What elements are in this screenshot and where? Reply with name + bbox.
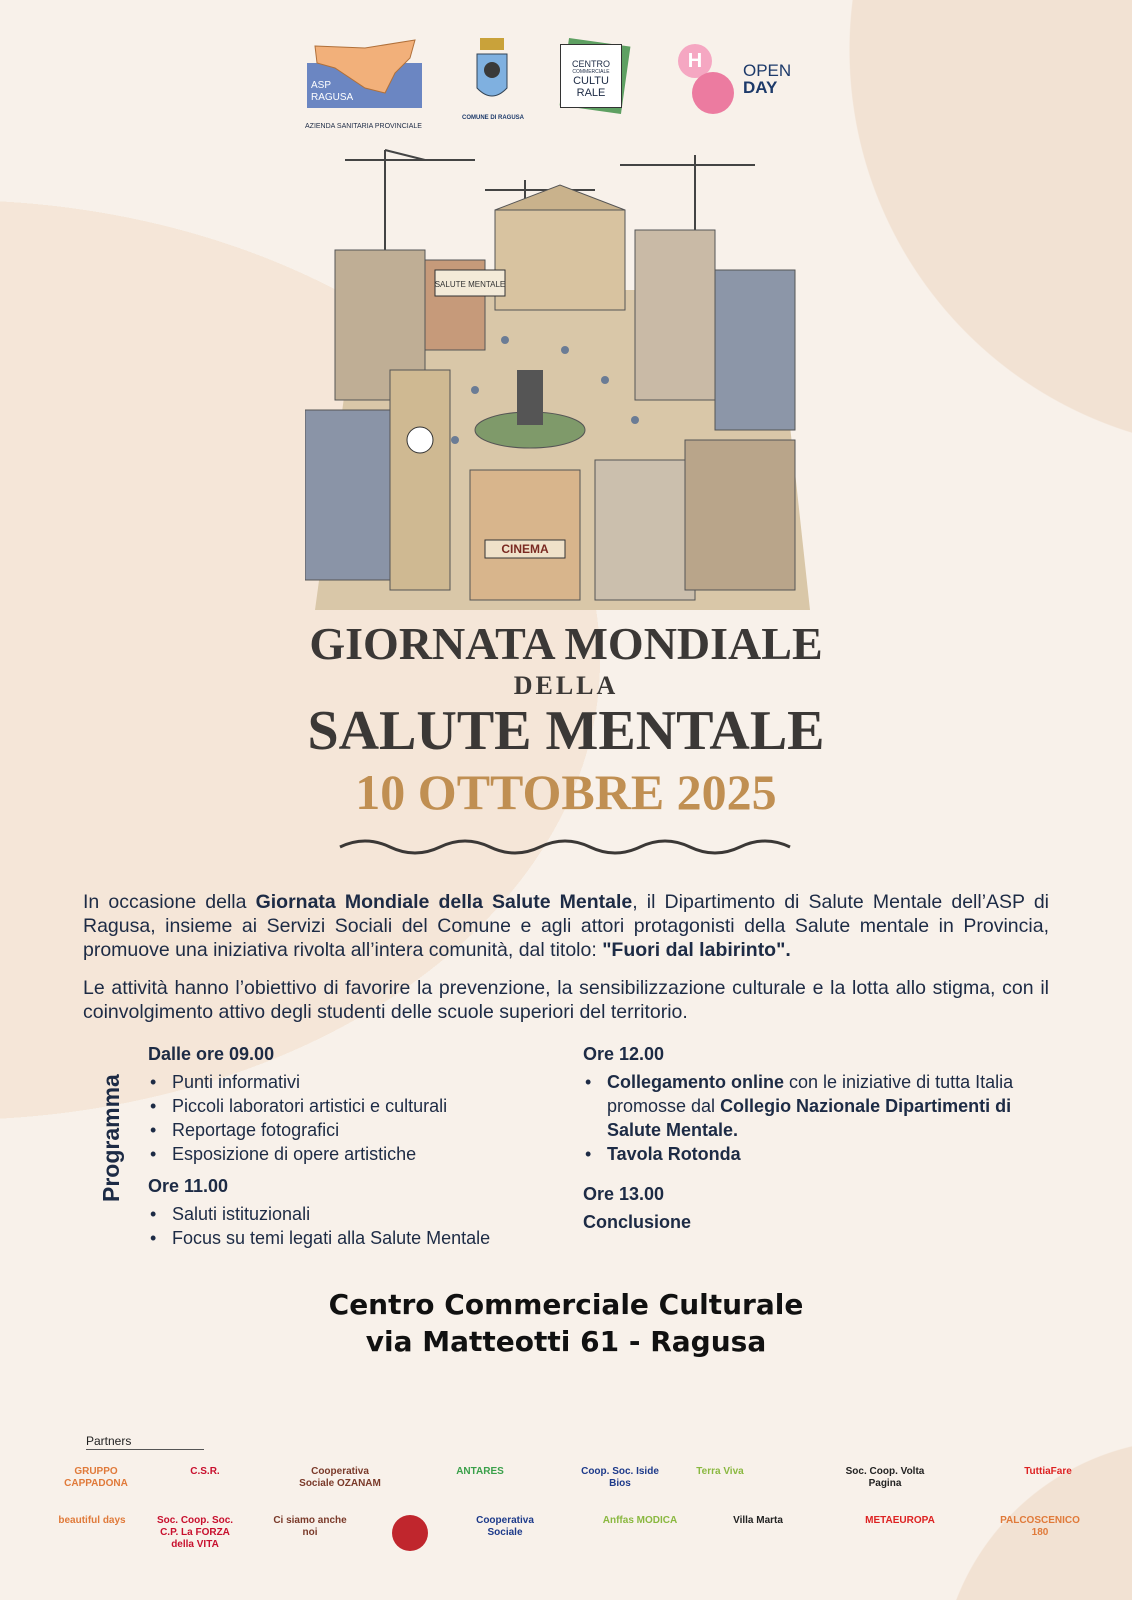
partner-logo: TuttiaFare [1024,1466,1072,1477]
asp-text: ASP [311,80,332,91]
list-item: • Focus su temi legati alla Salute Mentale [148,1226,568,1250]
list-item [583,1142,1023,1166]
bollino-rosa-icon: H [678,44,712,78]
title-line-2: DELLA [513,671,619,700]
content-section [83,890,1049,1360]
partner-logo: Cooperativa Sociale [476,1515,534,1538]
text-bold: Giornata Mondiale della Salute Mentale [255,891,633,913]
town-illustration [305,140,825,620]
partner-logo: GRUPPO CAPPADONA [64,1466,128,1489]
program-column-right [583,1042,1023,1238]
title-line-3: SALUTE MENTALE [307,700,825,762]
text: , il Dipartimento di Salute Mentale dell’ASP di Ragusa, insieme ai Servizi Sociali del Comune e agli attori protagonisti della Salute mentale in Provincia, promuove una iniziativa rivolta all’intera comunità, dal titolo: [83,891,1049,961]
title-line-1: GIORNATA MONDIALE [309,618,823,669]
partner-logo: ANTARES [456,1466,504,1477]
asp-subtitle: AZIENDA SANITARIA PROVINCIALE [305,123,422,130]
centro-text: COMMERCIALE [572,69,610,75]
partner-logo: Soc. Coop. Soc. C.P. La FORZA della VITA [156,1515,234,1550]
partner-logo: Terra Viva [696,1466,744,1477]
asp-ragusa-logo [305,38,425,130]
text: con le iniziative di tutta Italia promosse dal [607,1072,1014,1116]
venue-address: via Matteotti 61 - Ragusa [365,1325,767,1358]
header-logos [0,38,1132,130]
intro-paragraph [83,890,1049,962]
venue-name: Centro Commerciale Culturale [328,1288,804,1321]
day-text: DAY [743,78,778,97]
partner-logo: Anffas MODICA [602,1515,678,1526]
text-bold: Collegio Nazionale Dipartimenti di Salute Mentale. [607,1096,1012,1140]
venue [83,1286,1049,1360]
bollino-rosa-icon [692,72,734,114]
list-item: • Reportage fotografici [148,1118,568,1142]
program-label: Programma [98,1074,124,1202]
centro-text: RALE [576,87,606,99]
list-item: • Esposizione di opere artistiche [148,1142,568,1166]
time-1300: Ore 13.00 [583,1184,665,1204]
asp-text: RAGUSA [311,92,354,103]
partner-logo: C.S.R. [190,1466,220,1477]
centro-culturale-logo [558,40,630,114]
program-column-left [148,1042,568,1258]
partner-logo-circle [392,1515,428,1551]
partner-logo: Coop. Soc. Iside Bios [581,1466,659,1489]
partner-logo: METAEUROPA [865,1515,935,1526]
conclusion: Conclusione [583,1212,692,1232]
centro-text: CENTRO [572,59,610,69]
program [83,1042,1049,1252]
time-1200: Ore 12.00 [583,1044,665,1064]
partners-label: Partners [86,1434,204,1450]
ornament-divider [335,835,795,859]
list-item: • Piccoli laboratori artistici e culturali [148,1094,568,1118]
partner-logo: Ci siamo anche noi [273,1515,347,1538]
comune-subtitle: COMUNE DI RAGUSA [462,115,525,121]
open-text: OPEN [743,61,792,80]
text: In occasione della [83,891,256,913]
partner-logo: Cooperativa Sociale OZANAM [299,1466,381,1489]
list-item: • Saluti istituzionali [148,1202,568,1226]
event-name: "Fuori dal labirinto". [602,939,791,961]
objectives-paragraph: Le attività hanno l’obiettivo di favorire la prevenzione, la sensibilizzazione culturale e la lotta allo stigma, con il coinvolgimento attivo degli studenti delle scuole superiori del territorio. [83,977,1049,1023]
partner-logo: beautiful days [58,1515,126,1526]
comune-ragusa-logo [462,38,525,121]
text-bold: Collegamento online [607,1072,785,1092]
event-date: 10 OTTOBRE 2025 [355,764,777,820]
cinema-sign: CINEMA [501,542,549,556]
partner-logo: PALCOSCENICO 180 [1000,1515,1080,1538]
salute-mentale-sign: SALUTE MENTALE [434,280,506,289]
time-0900: Dalle ore 09.00 [148,1044,275,1064]
partner-logo: Villa Marta [733,1515,783,1526]
time-1100: Ore 11.00 [148,1176,229,1196]
partner-logo: Soc. Coop. Volta Pagina [845,1466,925,1489]
centro-text: CULTU [573,75,609,87]
list-item: • Punti informativi [148,1070,568,1094]
text-bold: Tavola Rotonda [607,1144,741,1164]
list-item [583,1070,1023,1142]
